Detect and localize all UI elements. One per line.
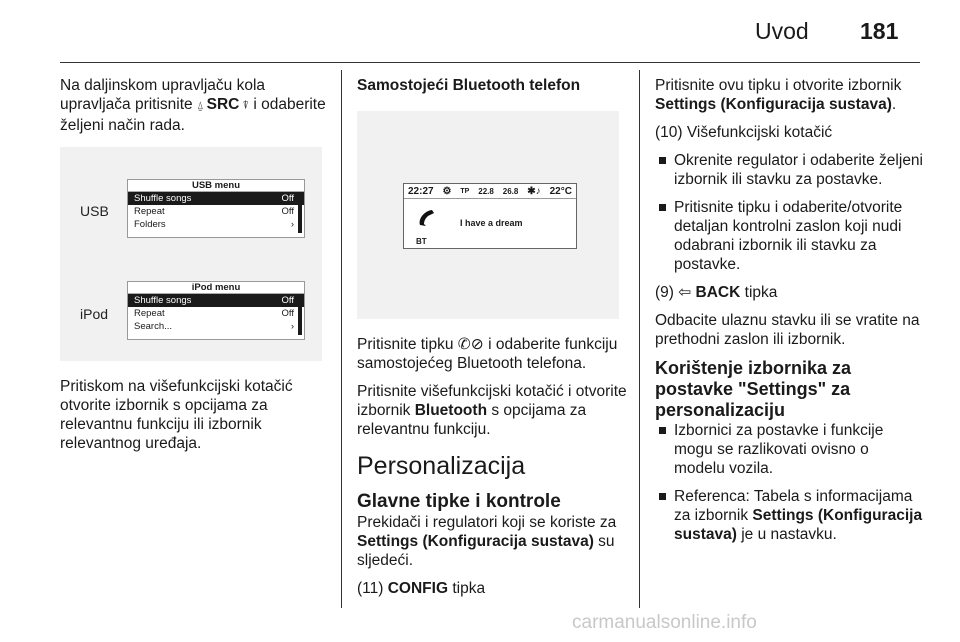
- row-label: Shuffle songs: [134, 295, 192, 306]
- text: tipka: [740, 284, 778, 301]
- paragraph: [655, 283, 923, 302]
- text: su sljedeći.: [357, 533, 615, 569]
- bullet-item: [655, 198, 923, 274]
- paragraph: [357, 382, 627, 439]
- menu-figure: [60, 147, 322, 361]
- bullet-item: [655, 151, 923, 189]
- menu-row: [128, 320, 304, 333]
- column-divider-1: [341, 70, 342, 608]
- tp-indicator: TP: [460, 187, 470, 195]
- ipod-label: iPod: [80, 306, 109, 322]
- paragraph: Pritiskom na višefunkcijski kotačić otvorite izbornik s opcijama za relevantnu funkciju ili izbornik relevantnog uređaja.: [60, 378, 293, 452]
- text: i odaberite funkciju samostojećeg Bluetooth telefona.: [357, 336, 618, 372]
- bullet-text: [674, 487, 923, 544]
- paragraph: [60, 76, 332, 135]
- bullet-marker: [659, 157, 666, 164]
- text: Referenca: Tabela s informacijama za izbornik: [674, 488, 913, 524]
- bluetooth-display: [403, 183, 577, 249]
- text: tipka: [448, 580, 486, 597]
- text: s opcijama za relevantnu funkciju.: [357, 402, 587, 438]
- bullet-text: Pritisnite tipku i odaberite/otvorite detaljan kontrolni zaslon koji nudi odabrani izbornik ili stavku za postavke.: [674, 199, 903, 273]
- bold-text: CONFIG: [387, 580, 449, 597]
- menu-title: USB menu: [128, 180, 304, 192]
- column-1: [60, 76, 332, 462]
- back-icon: ⇦: [678, 284, 696, 301]
- display-body: [404, 199, 576, 247]
- bold-text: Settings (Konfiguracija sustava): [357, 533, 594, 550]
- status-bar: [404, 184, 576, 199]
- bullet-marker: [659, 204, 666, 211]
- src-right-icon: ⍒: [239, 100, 250, 112]
- section-title: Personalizacija: [357, 452, 526, 480]
- frequency-1: 22.8: [478, 186, 494, 196]
- text: je u nastavku.: [736, 526, 837, 543]
- menu-row: [128, 218, 304, 231]
- row-label: Shuffle songs: [134, 193, 192, 204]
- row-label: Repeat: [134, 308, 165, 319]
- row-value: Off: [281, 193, 294, 204]
- bluetooth-figure: [357, 111, 619, 319]
- paragraph: (10) Višefunkcijski kotačić: [655, 124, 833, 141]
- header-title: Uvod: [755, 18, 809, 44]
- bullet-text: Okrenite regulator i odaberite željeni izbornik ili stavku za postavke.: [674, 152, 923, 188]
- column-3: [655, 76, 923, 553]
- gear-icon: ⚙: [442, 185, 452, 197]
- bold-text: Bluetooth: [414, 402, 488, 419]
- row-value: Off: [281, 295, 294, 306]
- paragraph: Odbacite ulaznu stavku ili se vratite na prethodni zaslon ili izbornik.: [655, 312, 920, 348]
- paragraph: [357, 513, 627, 570]
- paragraph: [357, 335, 627, 373]
- text: Pritisnite ovu tipku i otvorite izbornik: [655, 77, 902, 94]
- src-left-icon: ⍙: [196, 100, 207, 112]
- paragraph: [357, 579, 627, 598]
- song-title: I have a dream: [460, 218, 523, 228]
- subsection-title: Glavne tipke i kontrole: [357, 491, 561, 512]
- bold-text: BACK: [695, 284, 741, 301]
- menu-title: iPod menu: [128, 282, 304, 294]
- scrollbar: [298, 193, 302, 233]
- bold-text: Settings (Konfiguracija sustava): [674, 507, 923, 543]
- scrollbar: [298, 295, 302, 335]
- text: (11): [357, 580, 388, 597]
- bullet-marker: [659, 493, 666, 500]
- paragraph: [655, 76, 923, 114]
- usb-menu-screen: [127, 179, 305, 238]
- text: .: [891, 96, 897, 113]
- row-value: ›: [290, 321, 294, 332]
- bullet-text: Izbornici za postavke i funkcije mogu se razlikovati ovisno o modelu vozila.: [674, 422, 884, 477]
- bullet-marker: [659, 427, 666, 434]
- row-value: Off: [281, 206, 294, 217]
- phone-icon: [416, 207, 438, 229]
- text: Prekidači i regulatori koji se koriste za: [357, 514, 617, 531]
- text: Na daljinskom upravljaču kola upravljača pritisnite: [60, 77, 266, 113]
- text: Pritisnite tipku: [357, 336, 458, 353]
- text: Pritisnite višefunkcijski kotačić i otvorite izbornik: [357, 383, 627, 419]
- temperature: 22°C: [549, 185, 572, 197]
- bt-tag: BT: [416, 237, 427, 246]
- row-label: Folders: [134, 219, 166, 230]
- row-label: Search...: [134, 321, 173, 332]
- row-value: Off: [281, 308, 294, 319]
- text: (9): [655, 284, 679, 301]
- row-value: ›: [290, 219, 294, 230]
- frequency-2: 26.8: [502, 186, 519, 196]
- row-label: Repeat: [134, 206, 165, 217]
- header-divider: [60, 62, 920, 63]
- watermark: carmanualsonline.info: [572, 612, 757, 633]
- bold-text: Settings (Konfiguracija sustava): [655, 96, 892, 113]
- ipod-menu-screen: [127, 281, 305, 340]
- page-number: 181: [860, 18, 899, 44]
- menu-row: [128, 205, 304, 218]
- menu-row: [128, 294, 304, 307]
- menu-row: [128, 307, 304, 320]
- text: i odaberite željeni način rada.: [60, 96, 326, 134]
- column-divider-2: [639, 70, 640, 608]
- clock: 22:27: [408, 185, 434, 197]
- section-heading: Samostojeći Bluetooth telefon: [357, 77, 581, 94]
- column-2: [357, 76, 627, 607]
- bullet-item: [655, 487, 923, 544]
- src-label: SRC: [206, 96, 240, 113]
- bluetooth-icon: ✱♪: [527, 185, 541, 197]
- menu-row: [128, 192, 304, 205]
- usb-label: USB: [80, 203, 109, 219]
- section-heading: Korištenje izbornika za postavke "Settings" za personalizaciju: [655, 358, 852, 420]
- phone-mute-icon: ✆⊘: [457, 336, 484, 353]
- bullet-item: [655, 421, 923, 478]
